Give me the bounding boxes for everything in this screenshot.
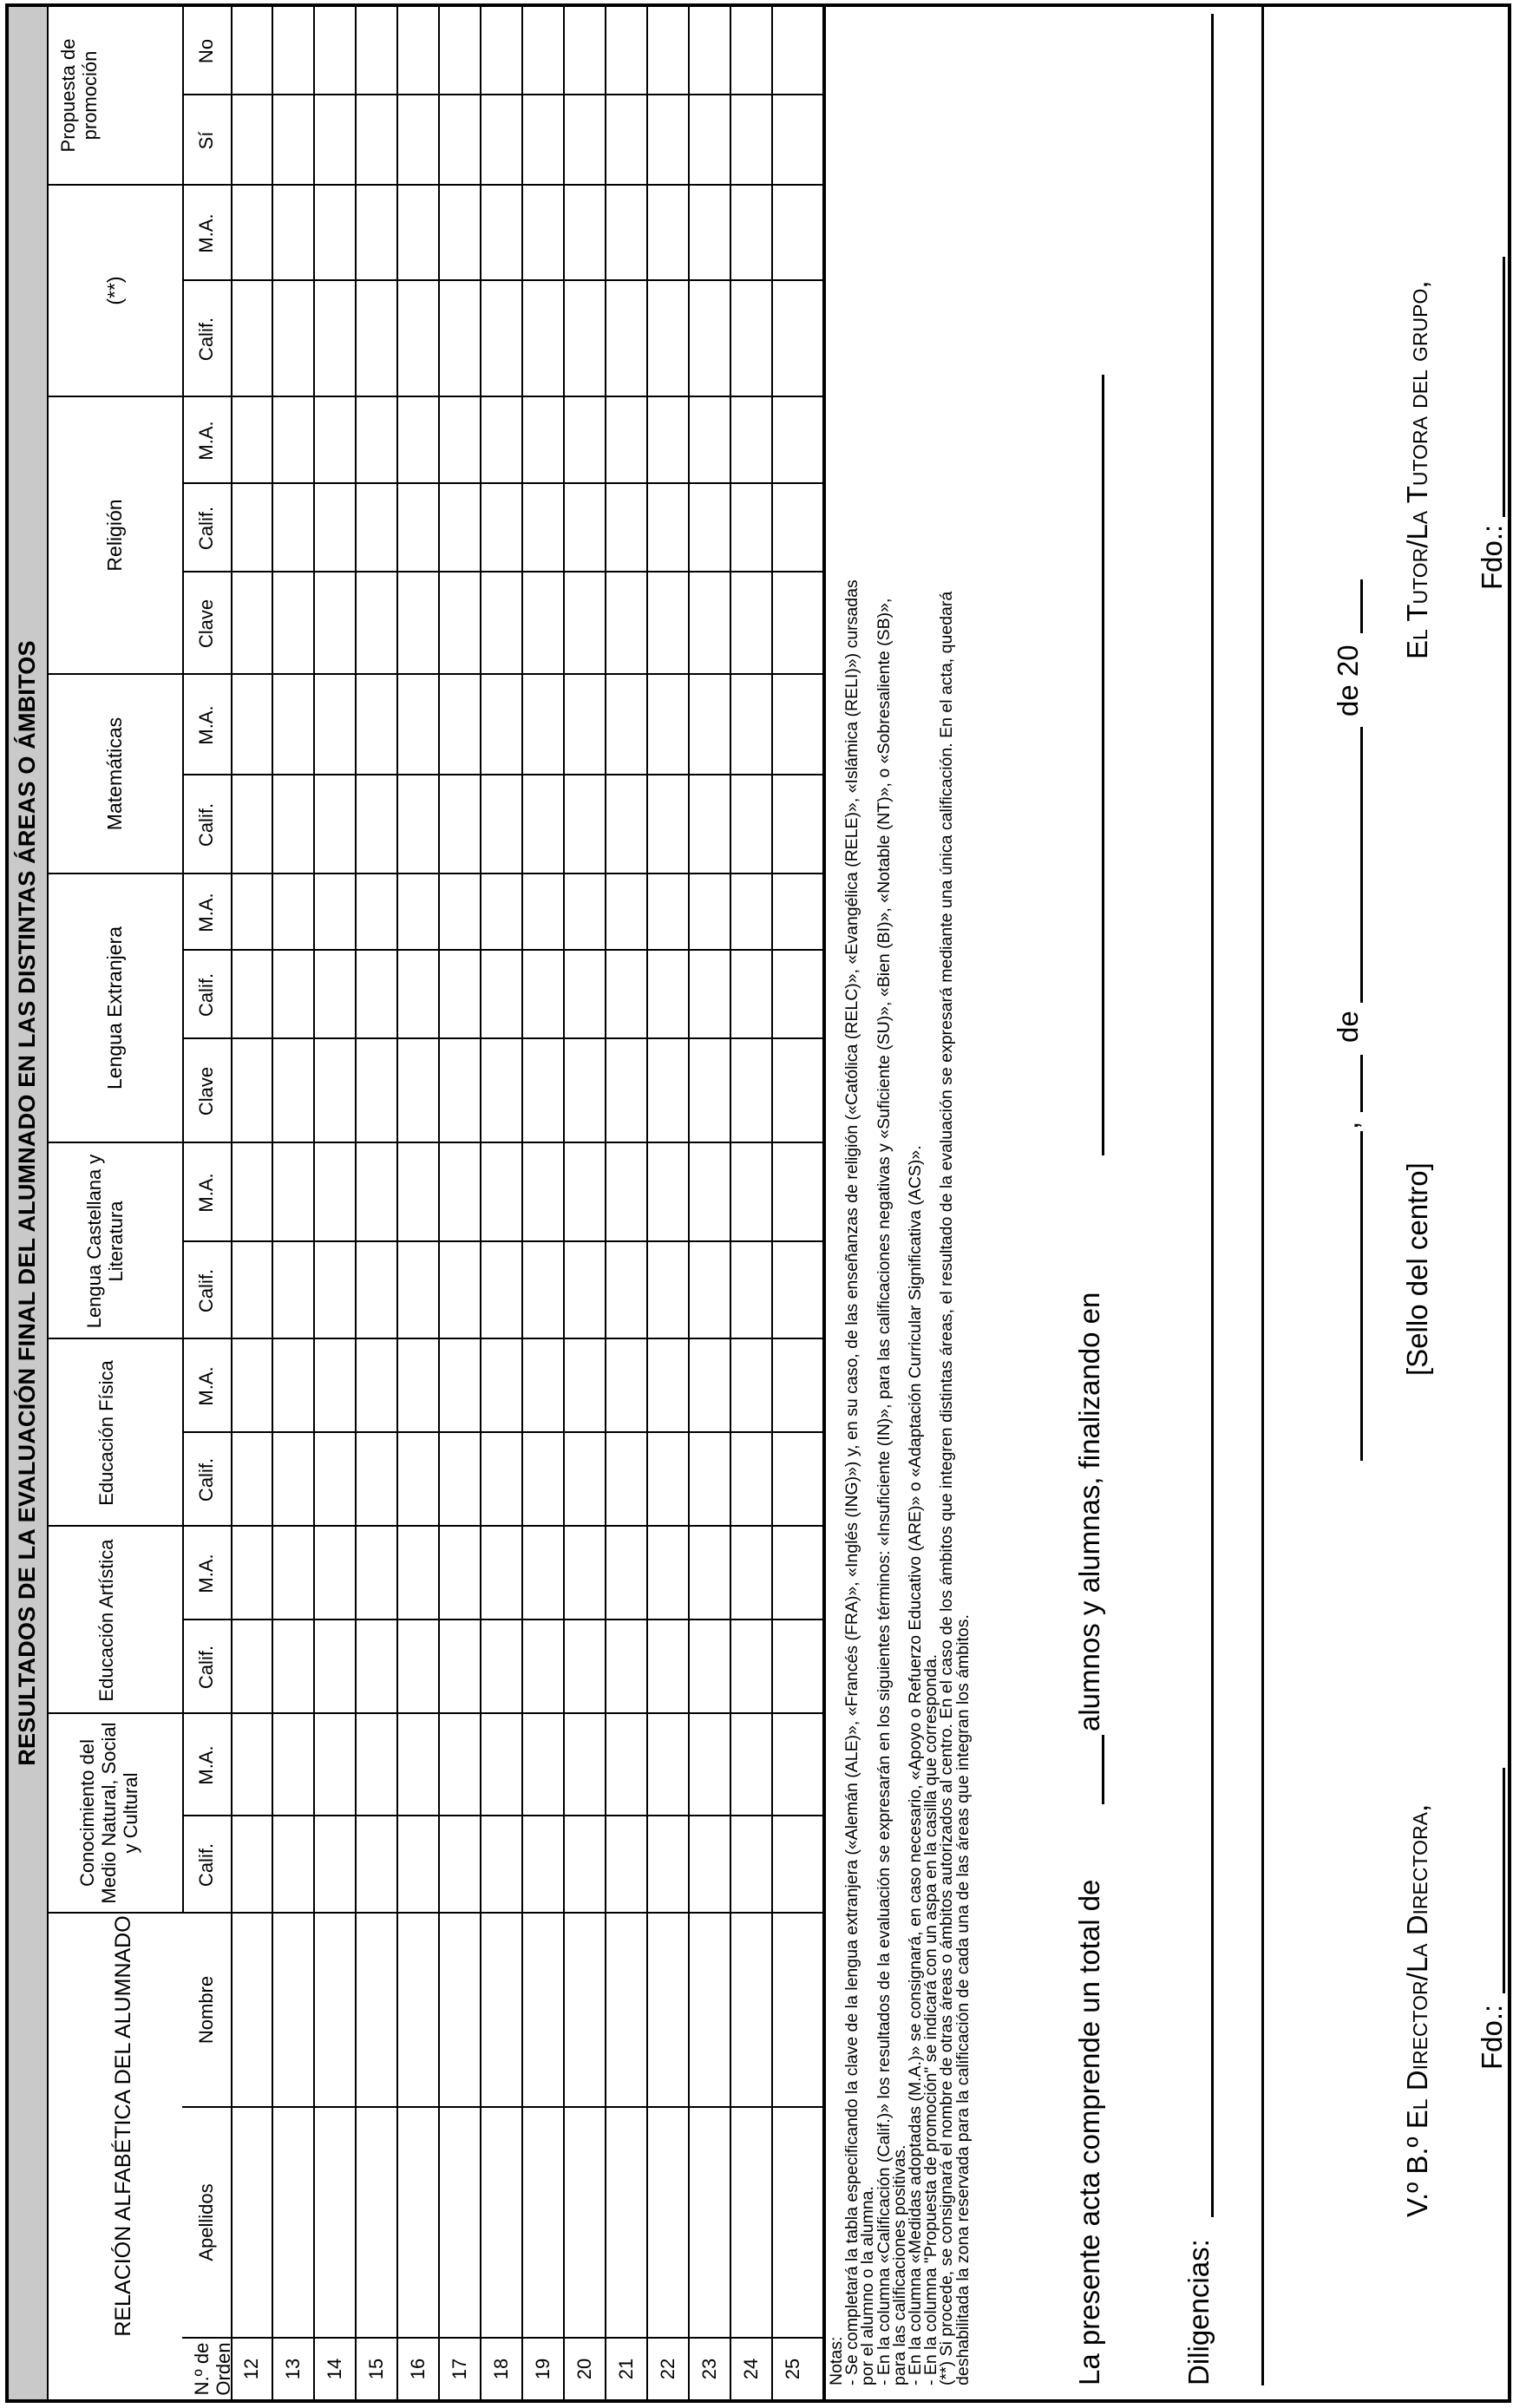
area-conocimiento: Conocimiento del Medio Natural, Social y Cultural	[76, 1722, 141, 1904]
director-signature-blank[interactable]	[1503, 1768, 1505, 1993]
sub-calif: Calif.	[195, 506, 217, 551]
diligencias-line-2[interactable]	[1261, 5, 1264, 2385]
finalizando-blank[interactable]	[1102, 375, 1104, 1155]
note-line: - En la columna «Medidas adoptadas (M.A.)» se consignará, en caso necesario, «Apoyo o Refuerzo Educativo (ARE)» o «Adaptación Curricular Significativa (ACS)».	[906, 1145, 926, 2385]
notes-heading: Notas:	[827, 2336, 846, 2385]
note-line: - Se completará la tabla especificando la clave de la lengua extranjera («Alemán (ALE)», «Francés (FRA)», «Inglés (ING)») y, en su caso, de las enseñanzas de religión («Católica (RELC)», «Evangélica (RELE)», «Islámica (RELI)») cursadas	[842, 579, 862, 2385]
page-title: RESULTADOS DE LA EVALUACIÓN FINAL DEL ALUMNADO EN LAS DISTINTAS ÁREAS O ÁMBITOS	[14, 640, 40, 1766]
note-line: para las calificaciones positivas.	[889, 2144, 909, 2385]
note-line: - En la columna "Propuesta de promoción" se indicará con un aspa en la casilla que corresponda.	[921, 1653, 941, 2385]
relacion-header: RELACIÓN ALFABÉTICA DEL ALUMNADO	[111, 1915, 135, 2337]
area-promocion: Propuesta de promoción	[57, 38, 101, 153]
area-extranjera: Lengua Extranjera	[103, 926, 126, 1089]
acta-middle: alumnos y alumnas, finalizando en	[1073, 1292, 1105, 1731]
area-otros: (**)	[103, 276, 126, 305]
tutor-fdo-label: Fdo.:	[1476, 524, 1508, 590]
sub-clave: Clave	[195, 599, 217, 649]
sello-label: [Sello del centro]	[1401, 1162, 1433, 1376]
area-religion: Religión	[103, 499, 126, 572]
note-line: por el alumno o la alumna.	[858, 2186, 878, 2385]
sub-si: Sí	[195, 131, 217, 150]
sub-calif: Calif.	[195, 1268, 217, 1313]
sub-ma: M.A.	[195, 893, 217, 932]
date-comma: ,	[1332, 1121, 1364, 1129]
place-blank[interactable]	[1360, 1131, 1363, 1461]
area-fisica: Educación Física	[95, 1360, 117, 1506]
sub-calif: Calif.	[195, 1645, 217, 1690]
row-number: 20	[573, 2358, 595, 2380]
sub-ma: M.A.	[195, 705, 217, 745]
sub-ma: M.A.	[195, 421, 217, 461]
sub-calif: Calif.	[195, 972, 217, 1018]
row-number: 24	[740, 2358, 762, 2380]
sub-ma: M.A.	[195, 1173, 217, 1213]
col-apellidos-header: Apellidos	[195, 2183, 217, 2261]
sub-calif: Calif.	[195, 317, 217, 362]
row-number: 25	[782, 2358, 803, 2380]
row-number: 18	[490, 2358, 512, 2380]
date-de1: de	[1332, 1011, 1364, 1043]
sub-no: No	[195, 38, 217, 64]
row-number: 12	[240, 2358, 262, 2380]
row-number: 17	[449, 2358, 470, 2380]
month-blank[interactable]	[1360, 727, 1363, 1003]
area-artistica: Educación Artística	[95, 1539, 117, 1702]
director-label: V.º B.º El Director/La Directora,	[1401, 1803, 1433, 2217]
sub-calif: Calif.	[195, 1842, 217, 1888]
diligencias-label: Diligencias:	[1182, 2239, 1215, 2385]
row-number: 13	[282, 2358, 304, 2380]
date-de2: de 20	[1332, 645, 1364, 717]
total-blank[interactable]	[1102, 1735, 1104, 1804]
note-line: - En la columna «Calificación (Calif.)» los resultados de la evaluación se expresarán en los siguientes términos: «Insuficiente (IN)», para las calificaciones negativas y «Suficiente (SU)», «Bien (BI)», «Notable (NT)», o «Sobresaliente (SB)»,	[874, 598, 894, 2385]
diligencias-blank[interactable]	[1211, 14, 1214, 2217]
row-number: 23	[698, 2358, 720, 2380]
acta-prefix: La presente acta comprende un total de	[1073, 1879, 1105, 2385]
sub-ma: M.A.	[195, 1366, 217, 1406]
row-number: 14	[324, 2358, 345, 2380]
day-blank[interactable]	[1360, 1055, 1363, 1112]
sub-calif: Calif.	[195, 1457, 217, 1502]
year-blank[interactable]	[1360, 579, 1363, 633]
sub-calif: Calif.	[195, 802, 217, 847]
area-matematicas: Matemáticas	[103, 717, 126, 831]
sub-ma: M.A.	[195, 1745, 217, 1785]
sub-clave: Clave	[195, 1066, 217, 1116]
note-line: deshabilitada la zona reservada para la calificación de cada una de las áreas que integran los ámbitos.	[953, 1614, 973, 2385]
row-number: 19	[532, 2358, 553, 2380]
title-banner	[7, 5, 47, 2401]
sub-ma: M.A.	[195, 1554, 217, 1593]
col-orden-header: N.º de Orden	[191, 2342, 234, 2396]
tutor-signature-blank[interactable]	[1503, 257, 1505, 517]
col-nombre-header: Nombre	[195, 1975, 217, 2045]
sub-ma: M.A.	[195, 213, 217, 253]
area-lengua: Lengua Castellana y Literatura	[83, 1154, 127, 1329]
row-number: 15	[365, 2358, 387, 2380]
row-number: 22	[657, 2358, 678, 2380]
director-fdo-label: Fdo.:	[1476, 2004, 1508, 2070]
note-line: (**) Si procede, se consignará el nombre de otras áreas o ámbitos autorizados al centro. En el caso de los ámbitos que integren distintas áreas, el resultado de la evaluación se expresará mediante una única calificación. En el acta, quedará	[937, 591, 957, 2385]
row-number: 21	[615, 2358, 637, 2380]
notes-block	[829, 9, 971, 2385]
row-number: 16	[407, 2358, 429, 2380]
tutor-label: El Tutor/La Tutora del grupo,	[1401, 280, 1433, 659]
